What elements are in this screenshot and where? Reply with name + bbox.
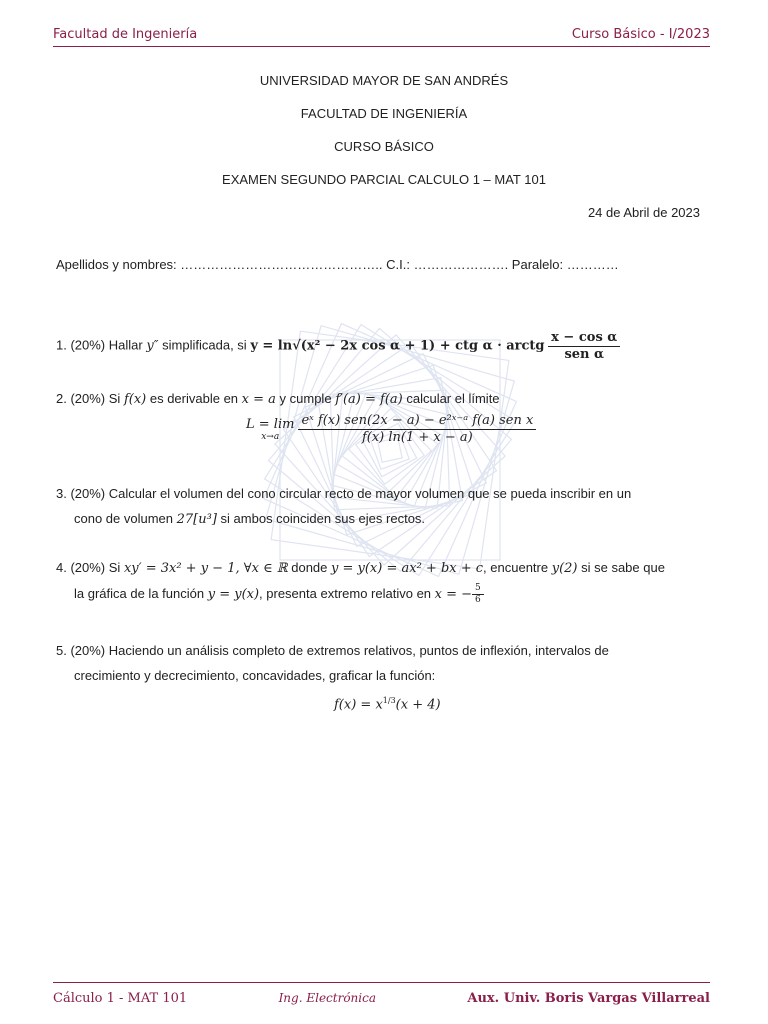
watermark-square — [268, 328, 511, 571]
q2-limit-formula: L = lim x→a $\frac{\text{eˣ f(x) sen(2x − a) − e²ˣ⁻ᵃ f(a) sen x}}{f(x) \ln(1 + x - a)}$ — [246, 413, 536, 445]
watermark-square — [271, 331, 509, 569]
header-left: Facultad de Ingeniería — [53, 26, 198, 42]
question-3: 3. (20%) Calcular el volumen del cono circular recto de mayor volumen que se pueda inscribir en un cono de volumen 27[u³] si ambos coinciden sus ejes rectos. — [56, 486, 632, 527]
footer-left: Cálculo 1 - MAT 101 — [53, 990, 188, 1006]
footer-right: Aux. Univ. Boris Vargas Villarreal — [467, 990, 710, 1006]
question-4: 4. (20%) Si xy′ = 3x² + y − 1, ∀x ∈ ℝ donde y = y(x) = ax² + bx + c, encuentre y(2) si se sabe que la gráfica de la función y = y(x), presenta extremo relativo en x = − $\frac{5}{6}$ — [56, 560, 665, 605]
q1-fraction: $\frac{\text{x − cos α}}{\text{sen α}}$ — [548, 330, 620, 362]
student-info-line: Apellidos y nombres: ……………………………………….. C.I.: …………………. Paralelo: ………… — [56, 257, 619, 272]
q5-function-formula: $f(x) = x^{1/3}(x + 4)$ — [334, 696, 441, 713]
university-title: UNIVERSIDAD MAYOR DE SAN ANDRÉS — [259, 73, 509, 88]
question-1: 1. (20%) Hallar y″ simplificada, si y = ln√(x² − 2x cos α + 1) + ctg α · arctg $\frac{\text{x − cos α}}{\text{sen α}}$ — [56, 330, 620, 362]
header-right: Curso Básico - I/2023 — [571, 26, 710, 42]
exam-title: EXAMEN SEGUNDO PARCIAL CALCULO 1 – MAT 101 — [222, 172, 546, 187]
exam-date: 24 de Abril de 2023 — [587, 205, 700, 220]
page-header — [53, 24, 710, 47]
footer-mid: Ing. Electrónica — [278, 991, 376, 1005]
watermark-square — [265, 325, 516, 576]
watermark-square — [266, 326, 515, 575]
question-5: 5. (20%) Haciendo un análisis completo de extremos relativos, puntos de inflexión, intervalos de crecimiento y decrecimiento, concavidades, graficar la función: — [56, 643, 609, 683]
question-2: 2. (20%) Si f(x) es derivable en x = a y cumple f′(a) = f(a) calcular el límite — [56, 391, 500, 407]
course-title: CURSO BÁSICO — [334, 139, 434, 154]
watermark-spiral — [160, 210, 620, 690]
faculty-title: FACULTAD DE INGENIERÍA — [300, 106, 468, 121]
page-footer — [53, 982, 710, 1009]
